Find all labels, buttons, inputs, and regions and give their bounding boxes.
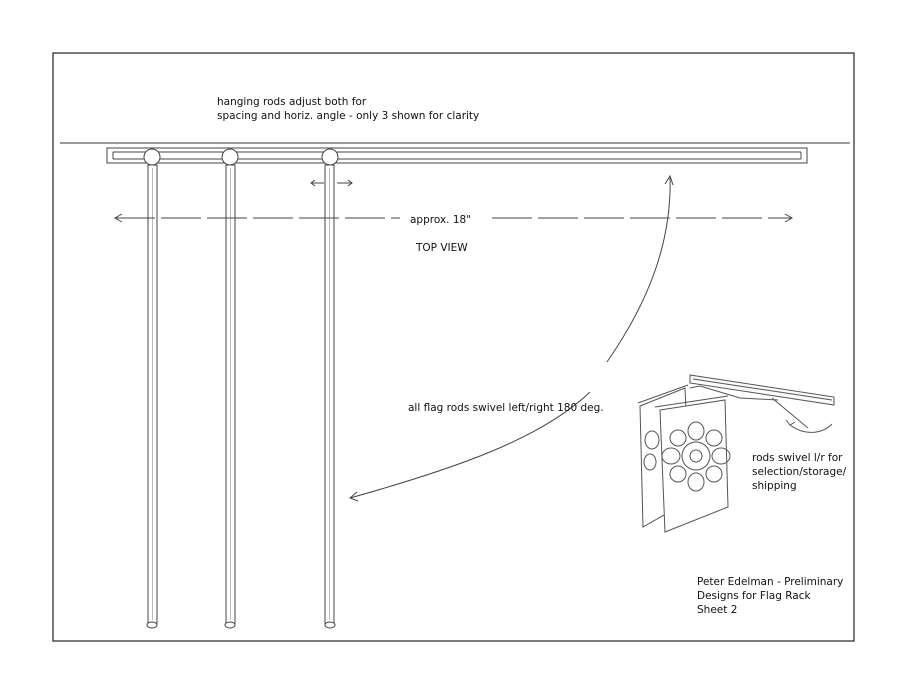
title-block-line1: Peter Edelman - Preliminary [697,576,844,588]
detail-note-line3: shipping [752,480,797,492]
hanging-rods-note-line1: hanging rods adjust both for [217,96,367,108]
hanging-rods-note [217,95,479,123]
detail-note-line1: rods swivel l/r for [752,452,843,464]
flag-rod-3 [322,149,338,628]
drawing-border [53,53,854,641]
detail-note-line2: selection/storage/ [752,466,847,478]
view-label: TOP VIEW [416,242,468,254]
hanging-rail [107,148,807,163]
detail-note [752,451,846,493]
swivel-note: all flag rods swivel left/right 180 deg. [408,402,604,414]
flag-rod-2 [222,149,238,628]
flag-rod-1 [144,149,160,628]
hanging-rods-note-line2: spacing and horiz. angle - only 3 shown for clarity [217,110,480,122]
dimension-label: approx. 18" [410,214,472,226]
title-block-line2: Designs for Flag Rack [697,590,811,602]
title-block [697,575,843,617]
swivel-arc [350,176,673,501]
title-block-line3: Sheet 2 [697,604,738,616]
